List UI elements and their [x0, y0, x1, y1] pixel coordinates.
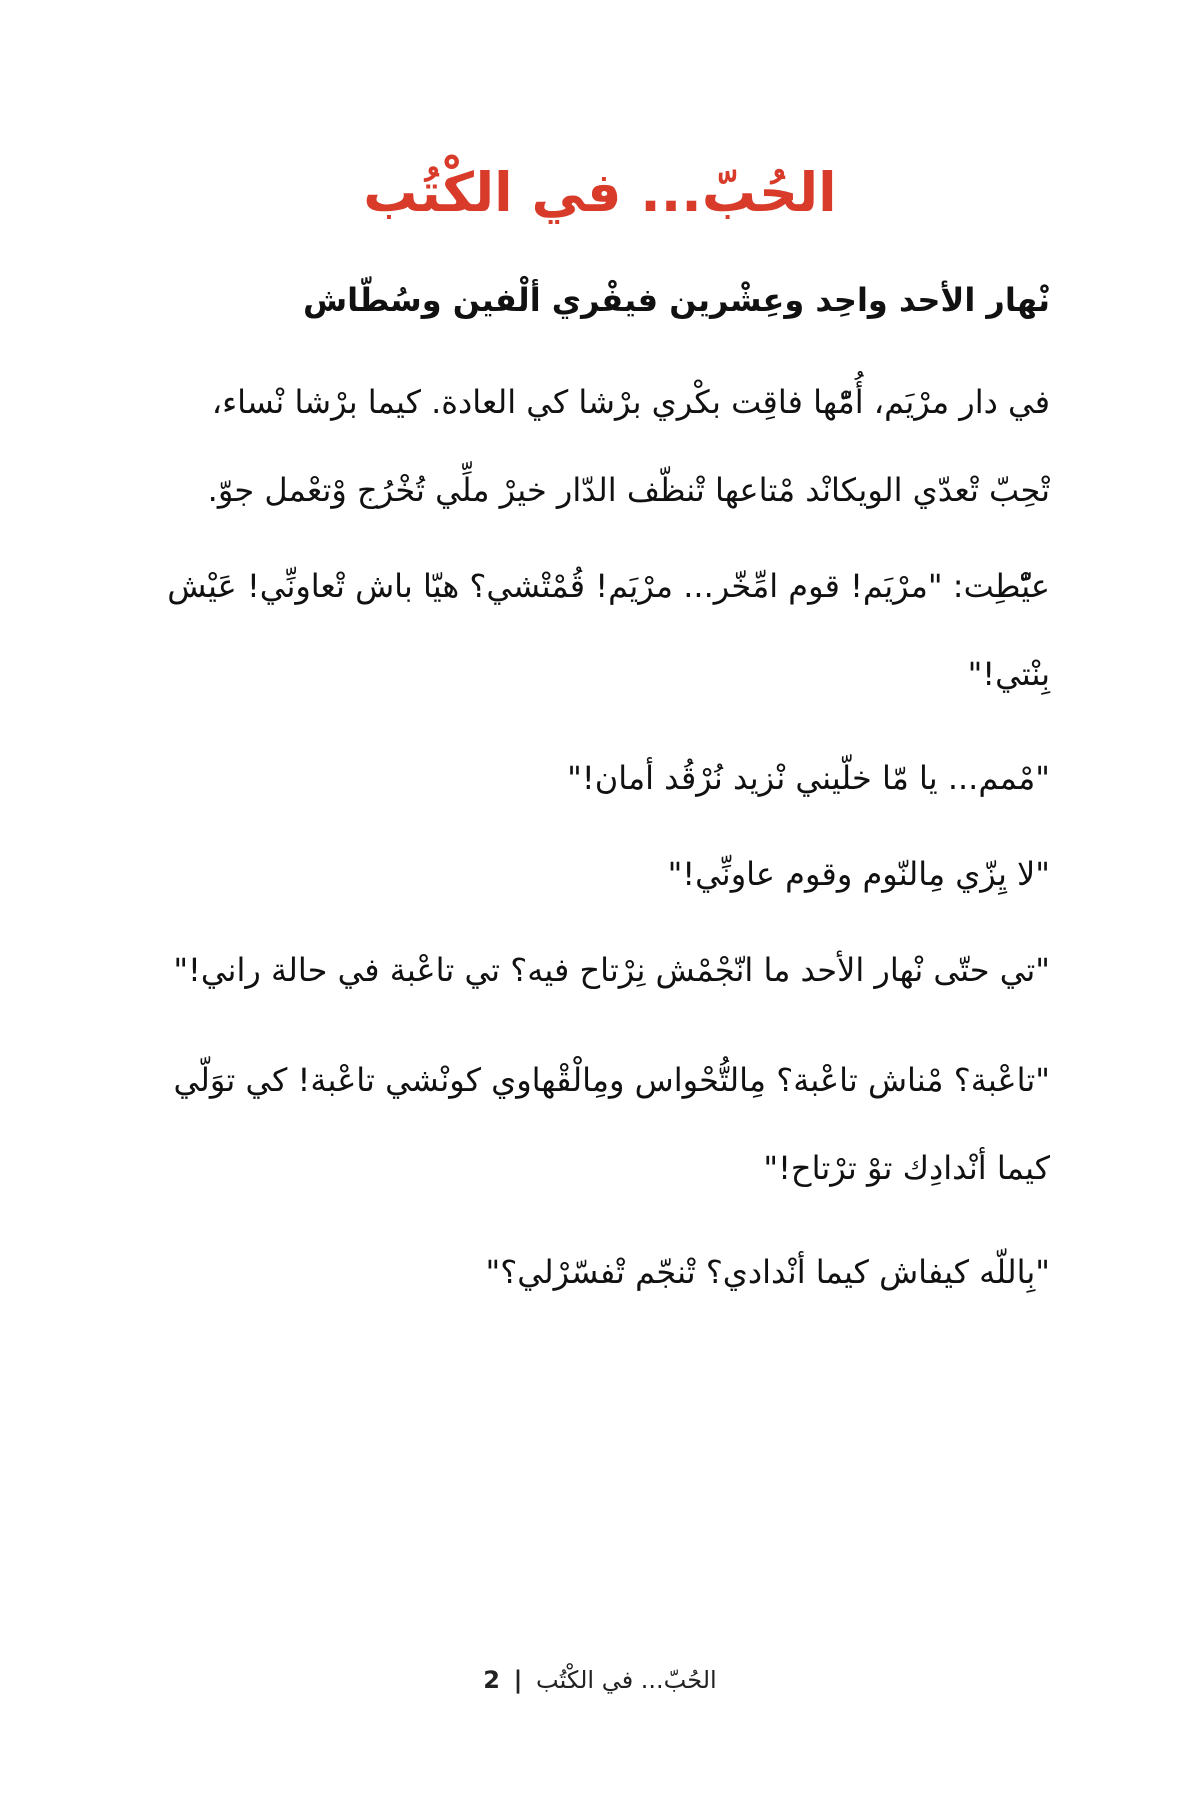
page-title: الحُبّ... في الكْتُب — [363, 161, 837, 224]
paragraph-7: "بِاللّه كيفاش كيما أنْدادي؟ تْنجّم تْفسّرْلي؟" — [485, 1253, 1050, 1291]
footer-separator: | — [513, 1666, 523, 1694]
paragraph-5: "تي حتّى نْهار الأحد ما انّجْمْش نِرْتاح فيه؟ تي تاعْبة في حالة راني!" — [173, 951, 1050, 989]
paragraph-4: "لا يِزّي مِالنّوم وقوم عاونِّي!" — [667, 855, 1050, 893]
page-footer — [0, 1666, 1200, 1694]
footer-title: الحُبّ... في الكْتُب — [536, 1666, 717, 1694]
paragraph-3: "مْمم... يا مّا خلّيني نْزيد نُرْقُد أمان!" — [567, 759, 1050, 797]
paragraph-1: في دار مرْيَم، أُمّْها فاقِت بكْري برْشا كي العادة. كيما برْشا نْساء، تْحِبّ تْعدّي الويكانْد مْتاعها تْنظّف الدّار خيرْ ملِّي تُخْرُج وْتعْمل جوّ. — [207, 383, 1050, 509]
date-heading: نْهار الأحد واحِد وعِشْرين فيفْري ألْفين وسُطّاش — [302, 281, 1050, 319]
paragraph-2: عيّْطِت: "مرْيَم! قوم امِّخّر... مرْيَم! قُمْتْشي؟ هيّا باش تْعاونِّي! عَيْش بِنْتي!" — [167, 567, 1050, 693]
page-number: 2 — [483, 1666, 500, 1694]
paragraph-6: "تاعْبة؟ مْناش تاعْبة؟ مِالتُّحْواس ومِالْقْهاوي كونْشي تاعْبة! كي توَلّي كيما أنْدادِك توْ ترْتاح!" — [173, 1061, 1050, 1187]
story-body — [150, 276, 1050, 1338]
